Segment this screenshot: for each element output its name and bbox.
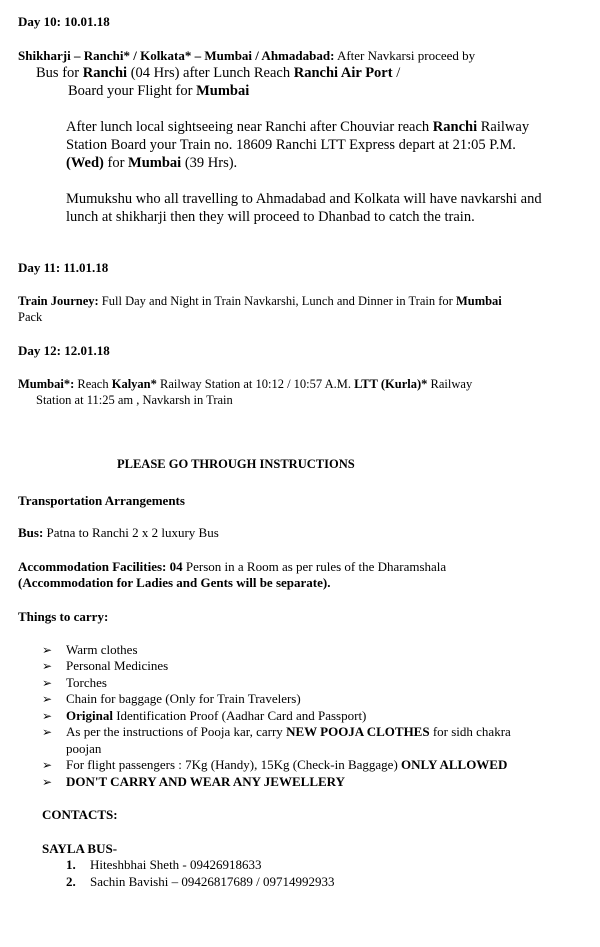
day10-para1-line1: After lunch local sightseeing near Ranchi after Chouviar reach Ranchi Railway [66,119,530,135]
transport-title: Transportation Arrangements [18,493,185,508]
contacts-title: CONTACTS: [42,807,118,822]
day11-train-line: Train Journey: Full Day and Night in Train Navkarshi, Lunch and Dinner in Train for Mumbai [18,294,502,308]
arrow-bullet-icon: ➢ [42,659,53,673]
list-item: DON'T CARRY AND WEAR ANY JEWELLERY [66,774,345,789]
accommodation-line: Accommodation Facilities: 04 Person in a Room as per rules of the Dharamshala [18,559,447,574]
accommodation-note: (Accommodation for Ladies and Gents will be separate). [18,575,331,590]
day10-para2-line2: lunch at shikharji then they will proceed to Dhanbad to catch the train. [66,209,475,225]
day10-bus-line: Bus for Ranchi (04 Hrs) after Lunch Reach Ranchi Air Port / [36,65,401,81]
instructions-title: PLEASE GO THROUGH INSTRUCTIONS [117,457,355,471]
contact-number: 2. [66,874,76,889]
day10-flight-line: Board your Flight for Mumbai [68,83,250,99]
list-item: Warm clothes [66,642,138,657]
arrow-bullet-icon: ➢ [42,692,53,706]
day10-para1-line3: (Wed) for Mumbai (39 Hrs). [66,155,238,171]
day11-heading: Day 11: 11.01.18 [18,260,109,275]
contact-group-title: SAYLA BUS- [42,841,118,856]
list-item: Original Identification Proof (Aadhar Card and Passport) [66,708,367,723]
list-item: As per the instructions of Pooja kar, carry NEW POOJA CLOTHES for sidh chakra [66,724,511,739]
contact-number: 1. [66,857,76,872]
arrow-bullet-icon: ➢ [42,676,53,690]
day11-pack: Pack [18,310,43,324]
bus-line: Bus: Patna to Ranchi 2 x 2 luxury Bus [18,525,219,540]
day12-heading: Day 12: 12.01.18 [18,343,110,358]
day12-arrival-line: Mumbai*: Reach Kalyan* Railway Station at 10:12 / 10:57 A.M. LTT (Kurla)* Railway [18,377,473,391]
things-title: Things to carry: [18,609,109,624]
arrow-bullet-icon: ➢ [42,725,53,739]
contact-item: Sachin Bavishi – 09426817689 / 09714992933 [90,874,335,889]
arrow-bullet-icon: ➢ [42,775,53,789]
list-item: Chain for baggage (Only for Train Travelers) [66,691,301,706]
list-item: Personal Medicines [66,658,169,673]
day10-route: Shikharji – Ranchi* / Kolkata* – Mumbai / Ahmadabad: [18,48,335,63]
day12-station-line: Station at 11:25 am , Navkarsh in Train [36,393,233,407]
day10-para1-line2: Station Board your Train no. 18609 Ranchi LTT Express depart at 21:05 P.M. [66,137,516,153]
list-item-continuation: poojan [66,741,102,756]
arrow-bullet-icon: ➢ [42,643,53,657]
day10-para2-line1: Mumukshu who all travelling to Ahmadabad and Kolkata will have navkarshi and [66,191,542,207]
arrow-bullet-icon: ➢ [42,758,53,772]
day10-heading: Day 10: 10.01.18 [18,14,110,29]
list-item: For flight passengers : 7Kg (Handy), 15Kg (Check-in Baggage) ONLY ALLOWED [66,757,508,772]
contact-item: Hiteshbhai Sheth - 09426918633 [90,857,262,872]
arrow-bullet-icon: ➢ [42,709,53,723]
day10-route-line: Shikharji – Ranchi* / Kolkata* – Mumbai / Ahmadabad: After Navkarsi proceed by [18,48,476,63]
list-item: Torches [66,675,107,690]
